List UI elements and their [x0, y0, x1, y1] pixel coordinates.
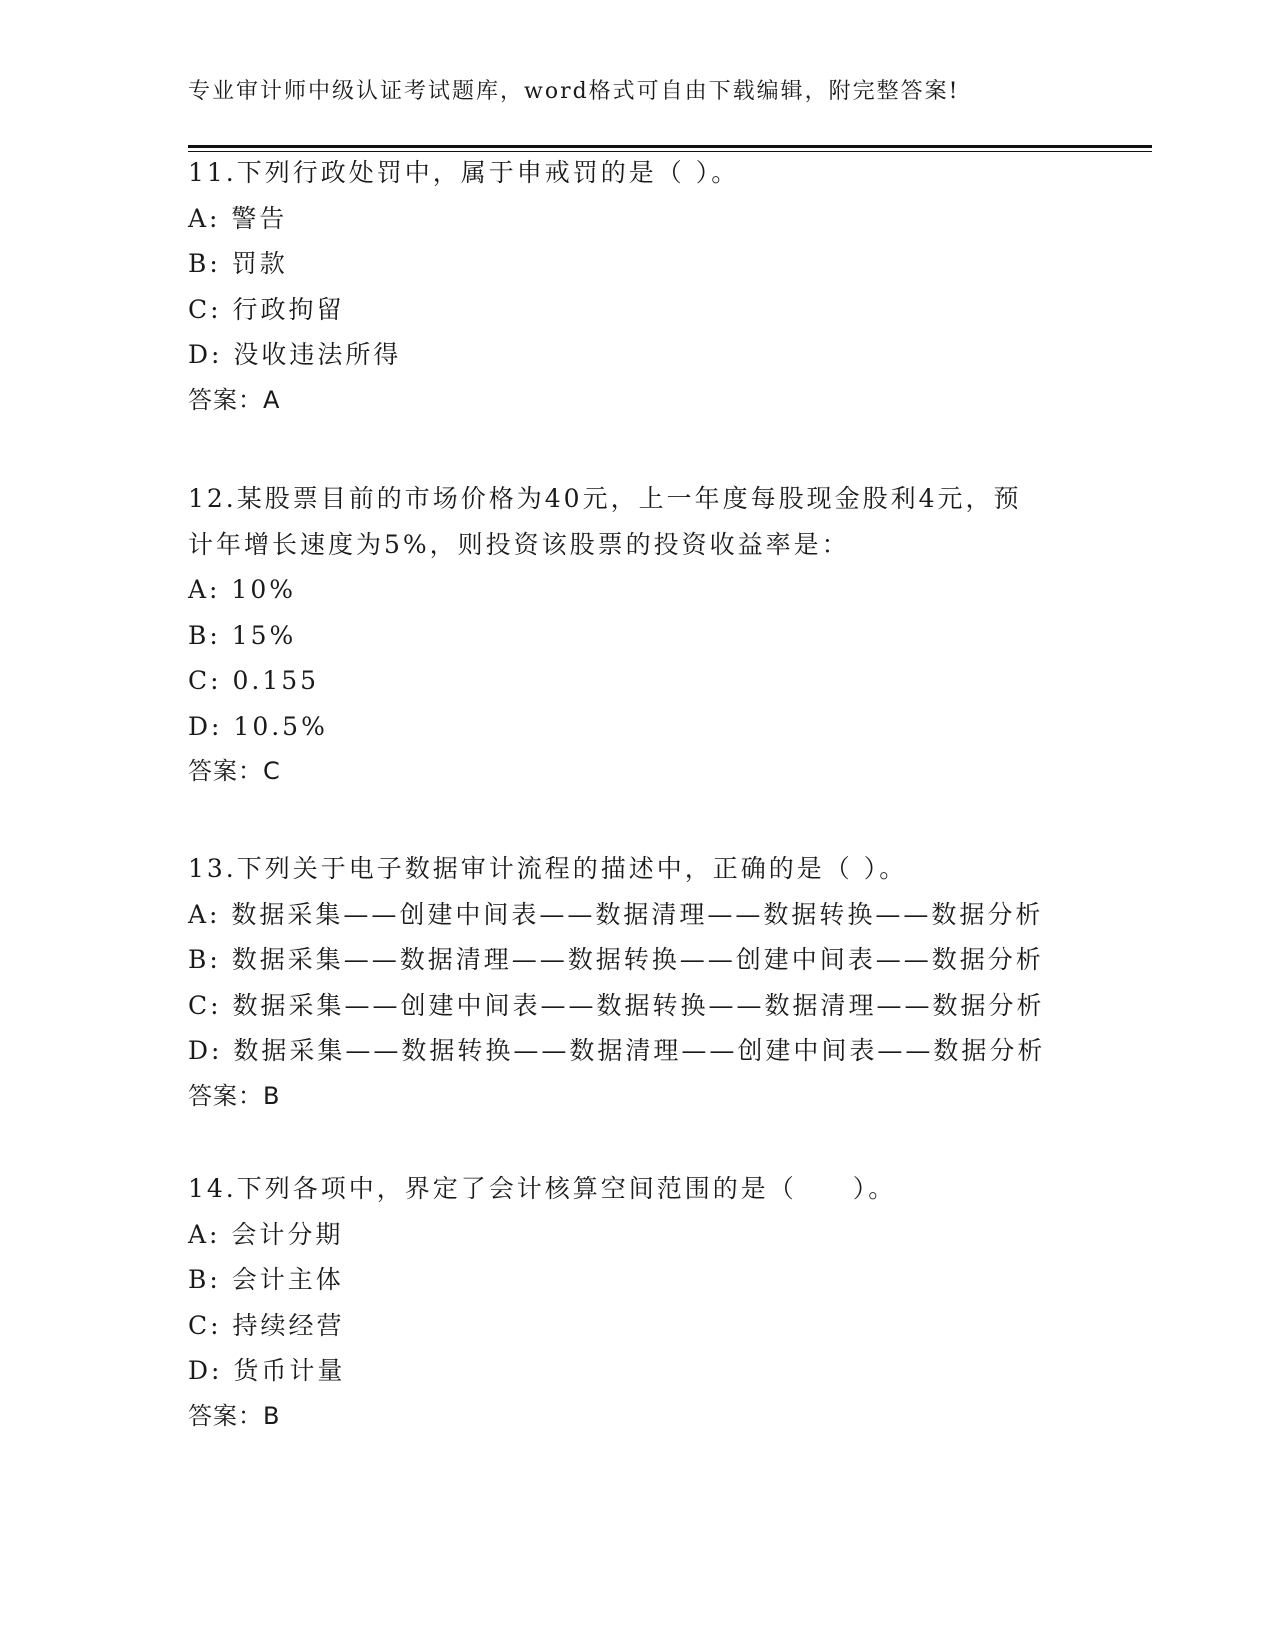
- answer-line: 答案：A: [188, 385, 281, 414]
- question-11: [188, 150, 1088, 423]
- option-b: B: 罚款: [188, 249, 288, 278]
- option-d: D: 没收违法所得: [188, 340, 402, 369]
- answer-line: 答案：B: [188, 1401, 281, 1430]
- option-c: C: 数据采集——创建中间表——数据转换——数据清理——数据分析: [188, 990, 1045, 1020]
- question-stem: 12.某股票目前的市场价格为40元，上一年度每股现金股利4元，预: [188, 484, 1022, 513]
- option-a: A: 警告: [188, 203, 288, 233]
- option-a: A: 数据采集——创建中间表——数据清理——数据转换——数据分析: [188, 899, 1044, 929]
- question-14: [188, 1166, 1088, 1439]
- page-header: 专业审计师中级认证考试题库，word格式可自由下载编辑，附完整答案!: [188, 79, 960, 104]
- question-stem: 14.下列各项中，界定了会计核算空间范围的是（ ）。: [188, 1174, 897, 1203]
- answer-line: 答案：C: [188, 757, 281, 785]
- question-stem-continuation: 计年增长速度为5%，则投资该股票的投资收益率是：: [188, 529, 850, 559]
- option-d: D: 数据采集——数据转换——数据清理——创建中间表——数据分析: [188, 1036, 1046, 1065]
- option-c: C: 持续经营: [188, 1310, 345, 1340]
- option-a: A: 10%: [188, 575, 296, 604]
- option-b: B: 15%: [188, 620, 297, 650]
- question-13: [188, 846, 1088, 1119]
- option-a: A: 会计分期: [188, 1219, 344, 1249]
- answer-line: 答案：B: [188, 1081, 281, 1110]
- option-b: B: 数据采集——数据清理——数据转换——创建中间表——数据分析: [188, 945, 1044, 974]
- option-d: D: 货币计量: [188, 1356, 346, 1385]
- question-stem: 13.下列关于电子数据审计流程的描述中，正确的是（ ）。: [188, 854, 908, 883]
- question-12: [188, 476, 1088, 795]
- question-stem: 11.下列行政处罚中，属于申戒罚的是（ ）。: [188, 158, 740, 187]
- option-b: B: 会计主体: [188, 1265, 344, 1294]
- option-c: C: 行政拘留: [188, 294, 345, 324]
- header-divider-thick: [188, 145, 1152, 148]
- option-d: D: 10.5%: [188, 711, 328, 741]
- option-c: C: 0.155: [188, 666, 320, 695]
